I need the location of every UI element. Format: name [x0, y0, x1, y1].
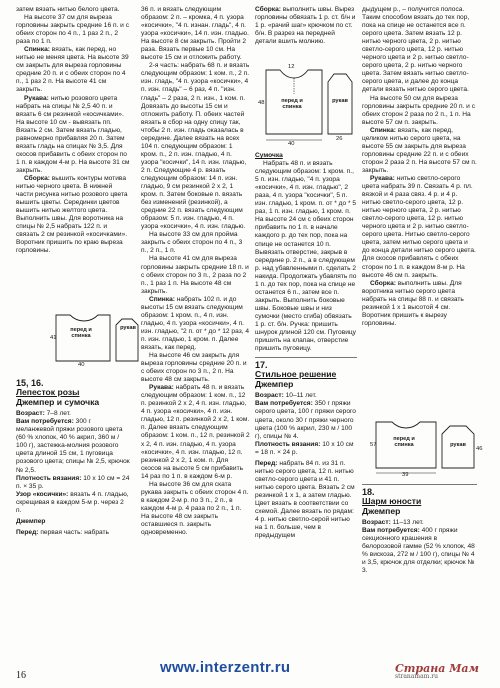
column-3	[255, 6, 357, 46]
label-materials: Вам потребуется:	[255, 400, 313, 408]
col1-pattern	[16, 491, 130, 515]
column-2	[141, 6, 250, 537]
col1-p5	[16, 175, 130, 255]
label-sleeves: Рукава:	[149, 384, 174, 392]
col4-need-text: 400 г пряжи секционного крашения в белорозовой гамме (52 % хлопок, 48 % вискоза, 272 м / 100 г), спицы № 4 и 3,5, крючок для отделки; крючок № 3.	[362, 527, 475, 575]
col3-bag: Набрать 48 п. и вязать следующим образом: 1 кром. п., 5 п. изн. гладью, "4 п. узора «косички», 4 п. изн. гладью", 2 раза, 4 п. узора "косички", 5 п. изн. гладью, 1 кром. п. от * до * 5 раз, 1 п. изн. гладью, 1 кром. п. На высоте 24 см с обеих сторон прибавить по 1 п. в начале каждого р. до тех пор, пока на спице не останется 10 п. Вывязать отверстие, закрыв в середине р. 2 п., а в следующем р. над убавленными п. сделать 2 накида. Продолжать убавлять по 1 п. до тех пор, пока на спице не останется 6 п., затем все п. закрыть. Выполнить боковые швы. Боковые швы и низ сумочки (место сгиба) обвязать 1 р. ст. б/н. Ручка: пришить шнурок длиной 120 см. Пуговицу пришить на клапан, отверстие пришить пуговицу.	[255, 160, 357, 353]
col1-front	[16, 529, 130, 537]
diagram3-dim-c: 46	[476, 446, 483, 452]
col4-asm-text: выполнить швы. Для воротника нитью серого цвета набрать на спицы 88 п. и связать резинкой 1 х 1 высотой 4 см. Воротник пришить к вырезу горловины.	[362, 279, 464, 327]
col1-pattern-text: вязать 4 п. гладью, скрещивая в каждом 5-м р. через 2 п.	[16, 490, 129, 514]
section-18-number: 18.	[362, 487, 375, 497]
col2-t4: На высоте 41 см для выреза горловины закрыть средние 18 п. и с обеих сторон по 3 п., 2 раза по 2 п., 1 раз 1 п. На высоте 48 см закрыть.	[141, 255, 249, 295]
column-1	[16, 6, 130, 255]
col3-asm	[255, 6, 357, 46]
label-assembly: Сборка:	[24, 174, 50, 182]
watermark-sub: stranamam.ru	[395, 673, 438, 680]
label-front: Перед:	[16, 528, 39, 536]
col1-dens-text: 10 х 10 см = 24 п. × 35 р.	[16, 474, 130, 490]
label-age: Возраст:	[362, 519, 391, 527]
diagram3-dim-b: 57	[370, 442, 377, 448]
diagram1-front-label: перед и спинка	[70, 327, 92, 340]
col2-back-text: набрать 102 п. и до высоты 15 см вязать следующим образом: 1 кром. п., 4 п. изн. гладью, 4 п. узора «косички», 4 п. изн. гладью, "2 п. от * до * 12 раз, 4 п. изн. гладью, 1 кром. п. Далее вязать, как перед.	[141, 295, 250, 351]
column-4	[362, 6, 477, 328]
label-sleeves: Рукава:	[370, 174, 395, 182]
section-18-title: Шарм юности	[362, 496, 422, 506]
section-15-16-number: 15, 16.	[16, 378, 44, 388]
subhead-jumper: Джемпер	[16, 517, 46, 525]
diagram2-dim-b: 40	[288, 141, 295, 147]
label-materials: Вам потребуется:	[362, 527, 420, 535]
diagram1-dim-left: 41	[50, 335, 57, 341]
col4-back-text: вязать, как перед, целиком нитью серого цвета, на высоте 55 см закрыть для выреза горловины средние 22 п. и с обеих сторон 2 раза 2 п. На высоте 57 см п. закрыть.	[362, 126, 477, 174]
diagram2-dim-c: 48	[258, 100, 265, 106]
col1-need-text: 300 г меланжевой пряжи розового цвета (60 % хлопок, 40 % акрил, 360 м / 100 г), застежка-молния розового цвета длиной 15 см, 1 пуговица розового цвета; спицы № 2,5, крючок № 2,5.	[16, 418, 130, 474]
col1-p4	[16, 95, 130, 175]
col4-need	[362, 527, 477, 575]
col4-t1: дыдущем р., – получится полоса. Таким способом вязать до тех пор, пока на спице не останется все п. серого цвета. Затем вязать 12 р. нитью черного цвета, 2 р. нитью светло-серого цвета, 12 р. нитью черного цвета и 2 р. нитью светло-серого цвета, 2 р. нитью черного цвета. Затем вязать нитью светло-серого цвета, и далее до конца детали вязать нитью серого цвета.	[362, 6, 470, 94]
col2-sleeves-text: набрать 48 п. и вязать следующим образом: 1 ком. п., 12 п. резинкой 2 х 2, 4 п. изн. гладью, 4 п. узора «косички», 4 п. изн. гладью, 12 п. резинкой 2 х 2, 1 ком. п. Далее вязать следующим образом: 1 ком. п., 12 п. резинкой 2 х 2, 4 п. изн. гладью, 4 п. узора «косички», 4 п. изн. гладью, 12 п. резинкой 2 х 2, 1 ком. п. Для скосов на высоте 5 см прибавить 14 раз по 1 п. в каждом 6-м р.	[141, 384, 250, 480]
col4-back	[362, 127, 477, 175]
page-number: 16	[16, 670, 26, 681]
col4-age-value: 11–13 лет.	[390, 519, 424, 527]
col3-dens-text: 10 х 10 см = 18 п. × 24 р.	[255, 440, 354, 456]
label-assembly: Сборка:	[370, 279, 396, 287]
pattern-diagram-1	[50, 311, 142, 371]
label-sleeves: Рукава:	[24, 94, 49, 102]
col3-need-text: 350 г пряжи серого цвета, 100 г пряжи серого цвета, около 30 г пряжи черного цвета (100 % акрил, 230 м / 100 г), спицы № 4.	[255, 400, 356, 440]
col4-sleeves	[362, 175, 477, 280]
col1-front-text: первая часть: набрать	[38, 528, 109, 536]
col1-p2: На высоте 37 см для выреза горловины закрыть средние 16 п. и с обеих сторон по 4 п., 1 раз 2 п., 2 раза по 1 п.	[16, 14, 129, 46]
col1-need	[16, 418, 130, 474]
col3-front	[255, 460, 357, 540]
diagram2-dim-d: 26	[336, 136, 343, 142]
site-url-link[interactable]: www.interzentr.ru	[160, 659, 291, 676]
diagram2-front-label: перед и спинка	[281, 98, 303, 111]
col2-back	[141, 296, 250, 352]
pattern-diagram-2	[258, 64, 358, 150]
column-1-lower	[16, 378, 130, 537]
col1-p5-text: вышить контуры мотива нитью черного цвета. В нижней части рисунка нитью розового цвета вышить цветы. Серединки цветов вышить нитью желтого цвета. Выполнить швы. Для воротника на спицы № 2,5 набрать 122 п. и связать 2 см резинкой «косичками». Воротник пришить по краю выреза горловины.	[16, 174, 128, 255]
label-back: Спинка:	[24, 46, 50, 54]
col3-need	[255, 400, 357, 440]
col2-t1: 36 п. и вязать следующим образом: 2 п. – кромка, 4 п. узора «косички», "4 п. изнан. гладь", 4 п. узора «косички», 14 п. изн. гладью. На высоте 8 см закрыть. Пройти 2 раза. Вязать первые 10 см. На высоте 15 см и отложить работу.	[141, 6, 249, 62]
diagram3-front-label: перед и спинка	[393, 436, 415, 449]
col1-dens	[16, 475, 130, 491]
section-18-subtitle: Джемпер	[362, 505, 401, 516]
label-materials: Вам потребуется:	[16, 418, 74, 426]
subhead-bag: Сумочка	[255, 152, 283, 159]
col2-t3: На высоте 33 см для пройма закрыть с обеих сторон по 4 п., 3 п., 2 п., 1 п.	[141, 231, 243, 255]
label-age: Возраст:	[255, 392, 284, 400]
col1-p3	[16, 46, 130, 94]
section-17-title: Стильное решение	[255, 369, 337, 380]
section-15-16-subtitle: Джемпер и сумочка	[16, 396, 100, 407]
col2-sleeves	[141, 384, 250, 481]
watermark-title: Страна Мам	[395, 662, 479, 675]
col4-asm	[362, 280, 477, 328]
col1-p4-text: нитью розового цвета набрать на спицы № 2,5 40 п. и вязать 6 см резинкой «косичками». На высоте 10 см - вывязать пп. Вязать 2 см. Затем вязать гладью, равномерно прибавляя 20 п. Затем вязать гладь на спицах № 3,5. Для скосов прибавить с обеих сторон по 1 п. в каждом 4-м р. На высоте 31 см закрыть.	[16, 94, 130, 174]
col1-age-value: 7–8 лет.	[44, 410, 71, 418]
col2-t6: На высоте 36 см для ската рукава закрыть с обеих сторон 4 п. в каждом 2-м р. по 3 п., 2 п., в каждом 4-м р. 4 раза по 2 п., 1 п. На высоте 48 см закрыть оставшиеся п. закрыть одновременно.	[141, 480, 249, 537]
label-assembly: Сборка:	[255, 6, 281, 13]
diagram1-dim-bottom: 40	[78, 362, 85, 368]
label-front: Перед:	[255, 459, 278, 467]
label-age: Возраст:	[16, 410, 45, 418]
col2-t5: На высоте 46 см закрыть для выреза горловины средние 20 п. и с обеих сторон по 3 п., 2 п. На высоте 48 см закрыть.	[141, 352, 247, 384]
diagram3-dim-a: 39	[402, 472, 409, 478]
label-pattern: Узор «косички»:	[16, 490, 69, 498]
label-back: Спинка:	[149, 295, 175, 303]
col3-front-text: набрать 84 п. из 31 п. нитью серого цвета, 12 п. нитью светло-серого цвета и 41 п. нитью серого цвета. Вязать 2 см резинкой 1 х 1, а затем гладью. Цвет вязать в соответствии со схемой. Далее вязать по рядам: 4 р. нитью светло-серой нитью на 1 п. больше, чем в предыдущем	[255, 459, 355, 540]
section-17-number: 17.	[255, 360, 268, 371]
col3-dens	[255, 441, 357, 457]
diagram2-sleeve-label: рукав	[332, 98, 348, 104]
col2-t2: 2-я часть: набрать 68 п. и вязать следующим образом: 1 ком. п., 2 п. изн. гладь, "4 п. узора «косички», 4 п. изн. гладь" – 6 раз, 4 п. "изн. гладь" – 2 раза, 2 п. изн., 1 ком. п. Довязать до высоты 15 см и отложить работу. П. обеих частей вязать в сбор на одну спицу так, чтобы 2 п. изн. гладь оказалась в середине. Далее вязать на всех 104 п. следующим образом: 1 кром. п., 2 п. изн. гладью, 4 п. узора "косички", 14 п. изн. гладью, 2 п. Следующие 4 р. вязать следующим образом: 14 п. изн. гладью, 9 см резинкой 2 х 2, 1 кром. п. Затем боковые п. вязать без изменений (резинкой), а средние 22 п. вязать следующим образом: 5 п. изн. гладью, 4 п. узора «косички», 4 п. изн. гладью.	[141, 62, 250, 231]
col3-asm-text: выполнить швы. Вырез горловины обвязать 1 р. ст. б/н и 1 р. «рачий шаг» крючком по ст. б/н. В разрез на передней детали вшить молнию.	[255, 6, 356, 46]
label-back: Спинка:	[370, 126, 396, 134]
diagram3-sleeve-label: рукав	[450, 442, 466, 448]
column-4-lower	[362, 484, 477, 576]
col1-p1: затем вязать нитью белого цвета.	[16, 6, 120, 13]
label-density: Плотность вязания:	[16, 474, 82, 482]
col1-p3-text: вязать, как перед, но нитью не меняя цвета. На высоте 39 см закрыть для выреза горловины средние 20 п. и с обеих сторон по 4 п., 1 раз 2 п. На высоте 41 см закрыть.	[16, 46, 129, 94]
col4-t2: На высоте 50 см для выреза горловины закрыть средние 20 п. и с обеих сторон 2 раза по 2 п., 1 п. На высоте 57 см п. закрыть.	[362, 94, 475, 126]
column-3-lower	[255, 152, 357, 540]
watermark-logo	[395, 662, 495, 684]
section-15-16-title: Лепесток розы	[16, 387, 80, 397]
col3-age-value: 10–11 лет.	[283, 392, 317, 400]
pattern-diagram-3	[370, 418, 482, 480]
diagram1-sleeve-label: рукав	[120, 325, 136, 331]
label-density: Плотность вязания:	[255, 440, 321, 448]
diagram2-dim-a: 12	[288, 64, 295, 70]
col4-sleeves-text: нитью светло-серого цвета набрать 39 п. Связать 4 р. пл. вязкой и 4 раза связ. 4 р. и 4 р. нитью светло-серого цвета, 12 р. нитью черного цвета, 2 р. нитью светло-серого цвета, 12 р. нитью черного цвета и 2 р. нитью светло-серого цвета. Нитью светло-серого цвета, затем нитью серого цвета и до конца детали нитью серого цвета. Для скосов прибавлять с обеих сторон по 1 п. в каждом 8-м р. На высоте 46 см п. закрыть.	[362, 174, 476, 279]
section-17-subtitle: Джемпер	[255, 378, 294, 389]
